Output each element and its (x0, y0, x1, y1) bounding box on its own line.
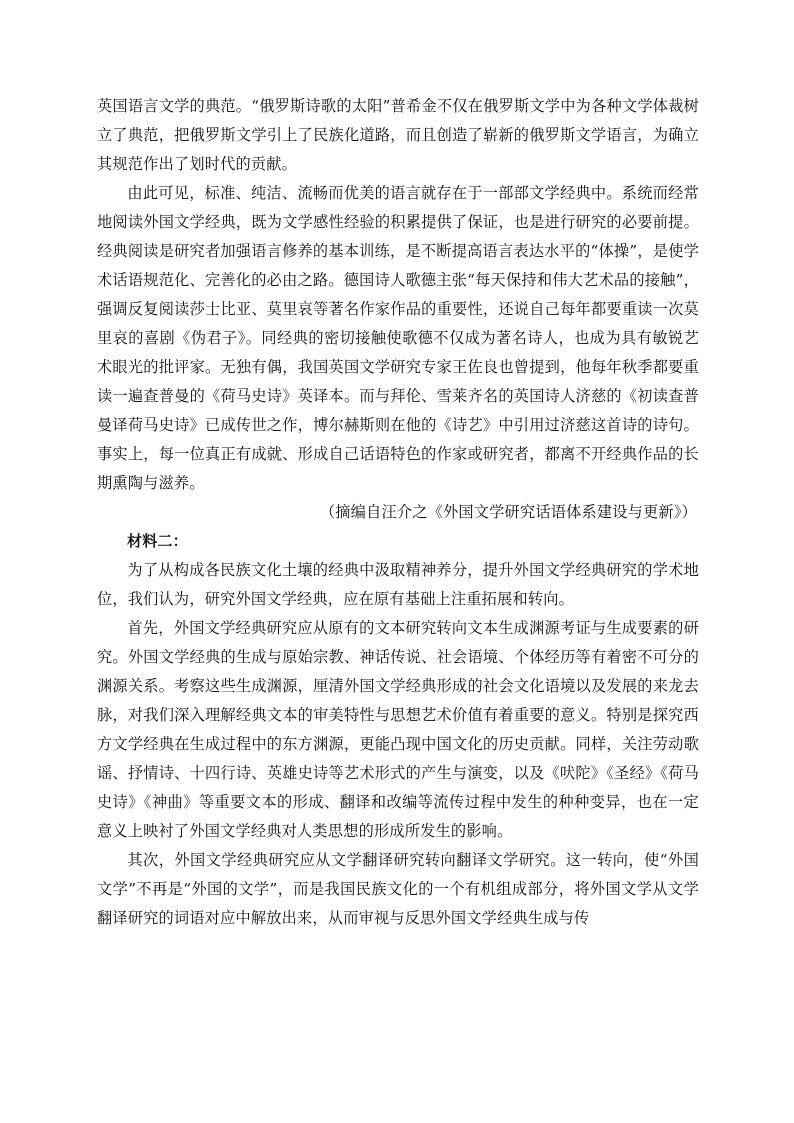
paragraph-intro-material-two: 为了从构成各民族文化土壤的经典中汲取精神养分，提升外国文学经典研究的学术地位，我们认为，研究外国文学经典，应在原有基础上注重拓展和转向。 (97, 561, 699, 608)
source-citation: （摘编自汪介之《外国文学研究话语体系建设与更新》） (319, 503, 697, 521)
document-body (97, 92, 699, 933)
section-heading-material-two: 材料二： (127, 532, 188, 550)
paragraph-first-point: 首先，外国文学经典研究应从原有的文本研究转向文本生成渊源考证与生成要素的研究。外国文学经典的生成与原始宗教、神话传说、社会语境、个体经历等有着密不可分的渊源关系。考察这些生成渊源，厘清外国文学经典形成的社会文化语境以及发展的来龙去脉，对我们深入理解经典文本的审美特性与思想艺术价值有着重要的意义。特别是探究西方文学经典在生成过程中的东方渊源，更能凸现中国文化的历史贡献。同样，关注劳动歌谣、抒情诗、十四行诗、英雄史诗等艺术形式的产生与演变，以及《吠陀》《圣经》《荷马史诗》《神曲》等重要文本的形成、翻译和改编等流传过程中发生的种种变异，也在一定意义上映衬了外国文学经典对人类思想的形成所发生的影响。 (97, 619, 699, 840)
paragraph-continuation: 英国语言文学的典范。“俄罗斯诗歌的太阳”普希金不仅在俄罗斯文学中为各种文学体裁树立了典范，把俄罗斯文学引上了民族化道路，而且创造了崭新的俄罗斯文学语言，为确立其规范作出了划时代的贡献。 (97, 97, 699, 173)
paragraph-language-in-classics: 由此可见，标准、纯洁、流畅而优美的语言就存在于一部部文学经典中。系统而经常地阅读外国文学经典，既为文学感性经验的积累提供了保证，也是进行研究的必要前提。经典阅读是研究者加强语言修养的基本训练，是不断提高语言表达水平的“体操”，是使学术话语规范化、完善化的必由之路。德国诗人歌德主张“每天保持和伟大艺术品的接触”，强调反复阅读莎士比亚、莫里哀等著名作家作品的重要性，还说自己每年都要重读一次莫里哀的喜剧《伪君子》。同经典的密切接触使歌德不仅成为著名诗人，也成为具有敏锐艺术眼光的批评家。无独有偶，我国英国文学研究专家王佐良也曾提到，他每年秋季都要重读一遍查普曼的《荷马史诗》英译本。而与拜伦、雪莱齐名的英国诗人济慈的《初读查普曼译荷马史诗》已成传世之作，博尔赫斯则在他的《诗艺》中引用过济慈这首诗的诗句。事实上，每一位真正有成就、形成自己话语特色的作家或研究者，都离不开经典作品的长期熏陶与滋养。 (97, 184, 699, 492)
paragraph-second-point: 其次，外国文学经典研究应从文学翻译研究转向翻译文学研究。这一转向，使“外国文学”不再是“外国的文学”，而是我国民族文化的一个有机组成部分，将外国文学从文学翻译研究的词语对应中解放出来，从而审视与反思外国文学经典生成与传 (97, 851, 699, 927)
